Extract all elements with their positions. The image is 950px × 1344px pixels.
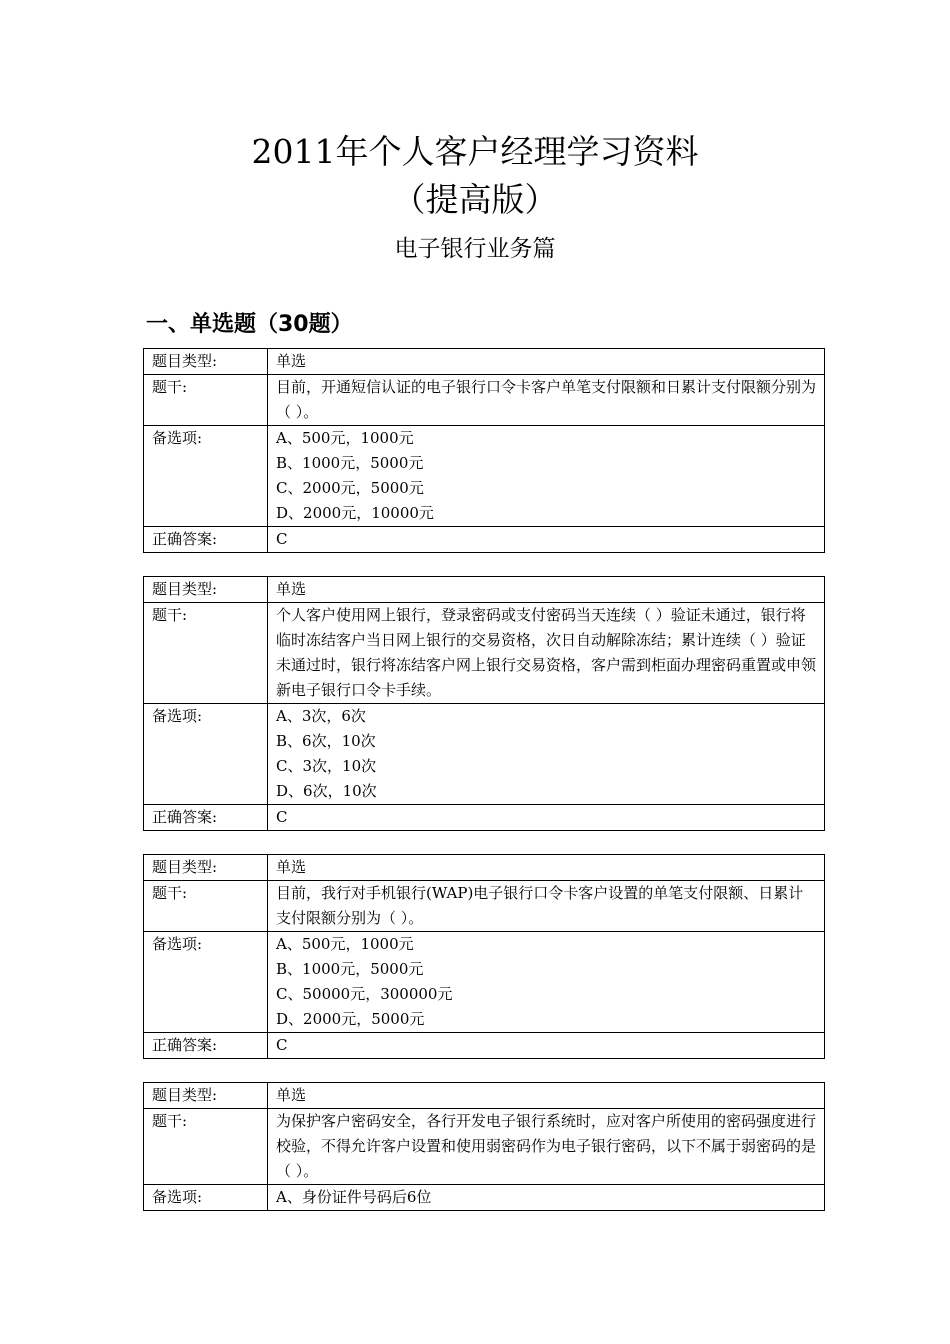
option-item: B、1000元，5000元: [276, 454, 424, 472]
options-row: [144, 1185, 825, 1211]
options-label: 备选项:: [144, 704, 268, 805]
answer-label: 正确答案:: [144, 805, 268, 831]
type-label: 题目类型:: [144, 1083, 268, 1109]
type-row: [144, 349, 825, 375]
stem-label: 题干:: [144, 881, 268, 932]
question-table: [143, 348, 825, 553]
options-list: [268, 932, 825, 1033]
answer-row: [144, 805, 825, 831]
type-row: [144, 577, 825, 603]
answer-value: C: [268, 805, 825, 831]
option-item: A、身份证件号码后6位: [276, 1188, 432, 1206]
options-row: [144, 932, 825, 1033]
type-value: 单选: [268, 349, 825, 375]
option-item: D、2000元，5000元: [276, 1010, 425, 1028]
document-title: 2011年个人客户经理学习资料: [251, 132, 699, 171]
type-label: 题目类型:: [144, 349, 268, 375]
type-value: 单选: [268, 855, 825, 881]
question-table: [143, 854, 825, 1059]
stem-row: [144, 881, 825, 932]
option-item: C、3次，10次: [276, 757, 377, 775]
option-item: D、2000元，10000元: [276, 504, 434, 522]
answer-row: [144, 527, 825, 553]
section-title: 电子银行业务篇: [394, 236, 556, 262]
type-label: 题目类型:: [144, 577, 268, 603]
options-list: [268, 704, 825, 805]
options-label: 备选项:: [144, 932, 268, 1033]
stem-value: 为保护客户密码安全，各行开发电子银行系统时，应对客户所使用的密码强度进行校验，不得允许客户设置和使用弱密码作为电子银行密码，以下不属于弱密码的是（ ）。: [268, 1109, 825, 1185]
answer-value: C: [268, 527, 825, 553]
type-value: 单选: [268, 577, 825, 603]
options-row: [144, 704, 825, 805]
option-item: C、50000元，300000元: [276, 985, 453, 1003]
section-heading: 一、单选题（30题）: [146, 312, 353, 337]
type-value: 单选: [268, 1083, 825, 1109]
option-item: A、3次，6次: [276, 707, 366, 725]
question-table: [143, 576, 825, 831]
stem-value: 目前，我行对手机银行(WAP)电子银行口令卡客户设置的单笔支付限额、日累计支付限额分别为（ ）。: [268, 881, 825, 932]
options-list: [268, 1185, 825, 1211]
answer-label: 正确答案:: [144, 527, 268, 553]
options-row: [144, 426, 825, 527]
stem-label: 题干:: [144, 1109, 268, 1185]
stem-value: 目前，开通短信认证的电子银行口令卡客户单笔支付限额和日累计支付限额分别为（ ）。: [268, 375, 825, 426]
stem-value: 个人客户使用网上银行，登录密码或支付密码当天连续（ ）验证未通过，银行将临时冻结客户当日网上银行的交易资格，次日自动解除冻结；累计连续（ ）验证未通过时，银行将冻结客户网上银行交易资格，客户需到柜面办理密码重置或申领新电子银行口令卡手续。: [268, 603, 825, 704]
options-label: 备选项:: [144, 426, 268, 527]
document-subtitle: （提高版）: [392, 180, 558, 219]
stem-label: 题干:: [144, 603, 268, 704]
stem-label: 题干:: [144, 375, 268, 426]
option-item: A、500元，1000元: [276, 429, 414, 447]
answer-row: [144, 1033, 825, 1059]
stem-row: [144, 1109, 825, 1185]
type-label: 题目类型:: [144, 855, 268, 881]
stem-row: [144, 375, 825, 426]
type-row: [144, 855, 825, 881]
option-item: C、2000元，5000元: [276, 479, 424, 497]
answer-label: 正确答案:: [144, 1033, 268, 1059]
options-label: 备选项:: [144, 1185, 268, 1211]
title-block: [0, 130, 950, 264]
type-row: [144, 1083, 825, 1109]
answer-value: C: [268, 1033, 825, 1059]
stem-row: [144, 603, 825, 704]
option-item: B、1000元，5000元: [276, 960, 424, 978]
option-item: B、6次，10次: [276, 732, 376, 750]
options-list: [268, 426, 825, 527]
option-item: D、6次，10次: [276, 782, 377, 800]
option-item: A、500元，1000元: [276, 935, 414, 953]
question-table: [143, 1082, 825, 1211]
